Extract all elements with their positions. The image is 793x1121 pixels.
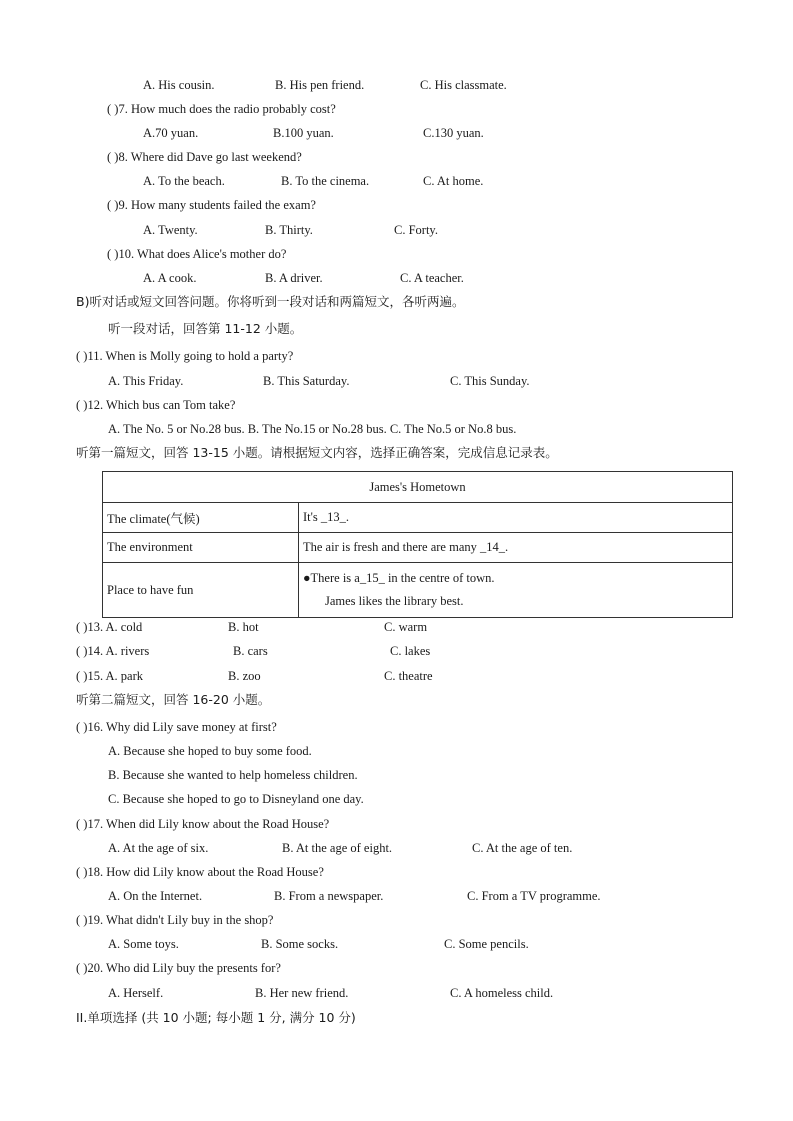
q20-option-a: A. Herself. bbox=[108, 986, 164, 1000]
q11-option-c: C. This Sunday. bbox=[450, 374, 530, 388]
q17-option-c: C. At the age of ten. bbox=[472, 841, 573, 855]
q8-option-c: C. At home. bbox=[423, 174, 484, 188]
q19-stem: ( )19. What didn't Lily buy in the shop? bbox=[76, 913, 274, 927]
q10-option-b: B. A driver. bbox=[265, 271, 323, 285]
q17-option-a: A. At the age of six. bbox=[108, 841, 209, 855]
q9-stem: ( )9. How many students failed the exam? bbox=[107, 198, 316, 212]
q17-option-b: B. At the age of eight. bbox=[282, 841, 393, 855]
info-record-table bbox=[102, 471, 733, 618]
passage2-intro: 听第二篇短文，回答 16-20 小题。 bbox=[76, 692, 271, 707]
q15-option-b: B. zoo bbox=[228, 669, 261, 683]
q12-stem: ( )12. Which bus can Tom take? bbox=[76, 398, 236, 412]
q18-option-a: A. On the Internet. bbox=[108, 889, 203, 903]
q10-option-a: A. A cook. bbox=[143, 271, 197, 285]
q14-stem: ( )14. A. rivers bbox=[76, 644, 150, 658]
q6-option-a: A. His cousin. bbox=[143, 78, 215, 92]
section-2-heading: II.单项选择 (共 10 小题; 每小题 1 分, 满分 10 分) bbox=[76, 1010, 356, 1025]
q7-option-c: C.130 yuan. bbox=[423, 126, 484, 140]
q9-option-b: B. Thirty. bbox=[265, 223, 313, 237]
q6-option-b: B. His pen friend. bbox=[275, 78, 365, 92]
q6-option-c: C. His classmate. bbox=[420, 78, 507, 92]
q17-stem: ( )17. When did Lily know about the Road House? bbox=[76, 817, 330, 831]
table-title: James's Hometown bbox=[103, 472, 733, 503]
q16-stem: ( )16. Why did Lily save money at first? bbox=[76, 720, 277, 734]
table-row-label: The environment bbox=[103, 533, 299, 563]
q13-option-b: B. hot bbox=[228, 620, 259, 634]
q10-stem: ( )10. What does Alice's mother do? bbox=[107, 247, 287, 261]
dialogue-intro: 听一段对话，回答第 11-12 小题。 bbox=[108, 321, 303, 336]
q16-option-b: B. Because she wanted to help homeless children. bbox=[108, 768, 358, 782]
q20-stem: ( )20. Who did Lily buy the presents for? bbox=[76, 961, 281, 975]
passage1-intro: 听第一篇短文，回答 13-15 小题。请根据短文内容，选择正确答案，完成信息记录表。 bbox=[76, 445, 558, 460]
q9-option-c: C. Forty. bbox=[394, 223, 438, 237]
q16-option-c: C. Because she hoped to go to Disneyland one day. bbox=[108, 792, 364, 806]
q9-option-a: A. Twenty. bbox=[143, 223, 198, 237]
q8-option-a: A. To the beach. bbox=[143, 174, 225, 188]
section-b-heading: B)听对话或短文回答问题。你将听到一段对话和两篇短文，各听两遍。 bbox=[76, 294, 465, 309]
q13-option-c: C. warm bbox=[384, 620, 428, 634]
q18-option-c: C. From a TV programme. bbox=[467, 889, 601, 903]
q18-stem: ( )18. How did Lily know about the Road House? bbox=[76, 865, 324, 879]
table-value-line: James likes the library best. bbox=[325, 594, 464, 608]
q14-option-b: B. cars bbox=[233, 644, 268, 658]
table-row-value: The air is fresh and there are many _14_. bbox=[299, 533, 733, 563]
q8-option-b: B. To the cinema. bbox=[281, 174, 370, 188]
table-row-label: The climate(气候) bbox=[103, 503, 299, 533]
q16-option-a: A. Because she hoped to buy some food. bbox=[108, 744, 312, 758]
q19-option-b: B. Some socks. bbox=[261, 937, 339, 951]
q13-stem: ( )13. A. cold bbox=[76, 620, 143, 634]
q19-option-c: C. Some pencils. bbox=[444, 937, 529, 951]
q7-option-b: B.100 yuan. bbox=[273, 126, 334, 140]
q19-option-a: A. Some toys. bbox=[108, 937, 179, 951]
q7-option-a: A.70 yuan. bbox=[143, 126, 199, 140]
q15-stem: ( )15. A. park bbox=[76, 669, 143, 683]
q10-option-c: C. A teacher. bbox=[400, 271, 464, 285]
q14-option-c: C. lakes bbox=[390, 644, 431, 658]
q7-stem: ( )7. How much does the radio probably cost? bbox=[107, 102, 336, 116]
q20-option-c: C. A homeless child. bbox=[450, 986, 554, 1000]
q11-stem: ( )11. When is Molly going to hold a party? bbox=[76, 349, 294, 363]
q11-option-a: A. This Friday. bbox=[108, 374, 184, 388]
table-row-value bbox=[299, 563, 733, 618]
table-row-label: Place to have fun bbox=[103, 563, 299, 618]
q20-option-b: B. Her new friend. bbox=[255, 986, 349, 1000]
table-row-value: It's _13_. bbox=[299, 503, 733, 533]
q12-options: A. The No. 5 or No.28 bus. B. The No.15 or No.28 bus. C. The No.5 or No.8 bus. bbox=[108, 422, 517, 436]
q8-stem: ( )8. Where did Dave go last weekend? bbox=[107, 150, 302, 164]
q18-option-b: B. From a newspaper. bbox=[274, 889, 384, 903]
table-value-line: ●There is a_15_ in the centre of town. bbox=[303, 571, 495, 585]
q15-option-c: C. theatre bbox=[384, 669, 433, 683]
q11-option-b: B. This Saturday. bbox=[263, 374, 350, 388]
